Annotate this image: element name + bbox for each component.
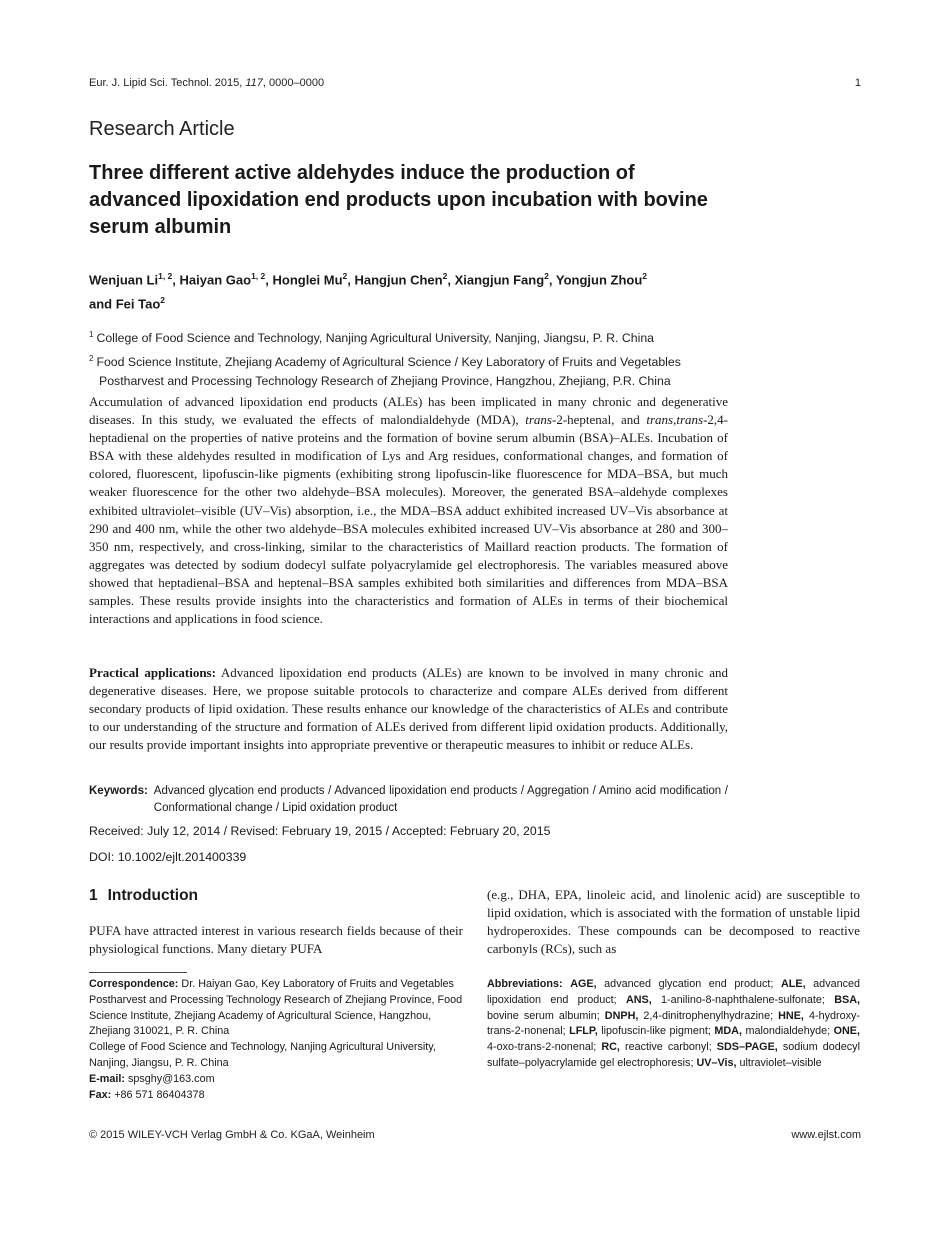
abbr-definition: 2,4-dinitrophenylhydrazine;: [638, 1009, 779, 1022]
journal-website-link[interactable]: www.ejlst.com: [791, 1129, 861, 1141]
abstract: [89, 393, 728, 628]
abbr-definition: bovine serum albumin;: [487, 1009, 605, 1022]
running-head-journal: Eur. J. Lipid Sci. Technol. 2015,: [89, 77, 246, 89]
author-name: Haiyan Gao: [179, 272, 252, 288]
separator: ,: [447, 272, 455, 288]
article-title: Three different active aldehydes induce the production of advanced lipoxidation end products upon incubation with bovine serum albumin: [89, 162, 708, 238]
abstract-italic: trans: [525, 412, 552, 428]
author-list: Wenjuan Li$^{1, 2}$, Haiyan Gao$^{1, 2}$, Honglei Mu$^2$, Hangjun Chen$^2$, Xiangjun Fang$^2$, Yongjun Zhou$^2$ and Fei Tao$^2$: [89, 271, 648, 312]
running-head-volume: 117: [245, 77, 263, 89]
publication-dates: Received: July 12, 2014 / Revised: February 19, 2015 / Accepted: February 20, 2015: [89, 824, 551, 838]
correspondence-text: Dr. Haiyan Gao, Key Laboratory of Fruits and Vegetables Postharvest and Processing Technology Research of Zhejiang Province, Food Science Institute, Zhejiang Academy of Agricultural Science, Hangzhou, Zhejiang 310021, P. R. China: [89, 978, 463, 1038]
affiliation-text: Food Science Institute, Zhejiang Academy of Agricultural Science / Key Laboratory of Fruits and Vegetables Postharvest and Processing Technology Research of Zhejiang Province, Hangzhou, Zhejiang, P.R. China: [96, 354, 681, 389]
author-affiliation: 2: [342, 271, 348, 281]
separator: ,: [347, 272, 355, 288]
running-head: [89, 77, 324, 89]
practical-applications: [89, 664, 728, 754]
affiliation-1: [89, 325, 749, 349]
keywords-text: Advanced glycation end products / Advanced lipoxidation end products / Aggregation / Amino acid modification / Conformational change / Lipid oxidation product: [153, 785, 728, 814]
abbr-definition: sodium dodecyl sulfate–polyacrylamide gel electrophoresis;: [487, 1041, 860, 1069]
email-label: E-mail:: [89, 1072, 125, 1085]
abstract-italic: trans: [646, 412, 674, 428]
abbr-term: SDS–PAGE,: [716, 1041, 778, 1054]
abbr-term: ALE,: [781, 978, 806, 990]
section-number: 1: [89, 887, 98, 904]
author-affiliation: 2: [544, 271, 549, 281]
article-type: Research Article: [89, 118, 235, 140]
affiliation-number: 1: [89, 330, 94, 339]
running-head-pages: , 0000–0000: [262, 77, 325, 89]
affiliation-2: [89, 349, 749, 392]
abbr-term: ONE,: [833, 1025, 860, 1038]
abbreviations-label: Abbreviations:: [487, 978, 563, 990]
copyright-notice: © 2015 WILEY-VCH Verlag GmbH & Co. KGaA, Weinheim: [89, 1129, 375, 1141]
abstract-text: ,: [673, 412, 677, 428]
page-number: 1: [854, 77, 861, 89]
section-title: Introduction: [107, 887, 199, 904]
practical-applications-label: Practical applications:: [89, 665, 216, 680]
abbr-term: ANS,: [625, 993, 652, 1006]
author-affiliation: 2: [160, 295, 166, 306]
author-name: Xiangjun Fang: [454, 272, 545, 288]
correspondence-label: Correspondence:: [89, 978, 179, 990]
separator: ,: [548, 272, 556, 288]
section-heading-introduction: [89, 887, 198, 905]
abstract-text: Accumulation of advanced lipoxidation end products (ALEs) has been implicated in many chronic and degenerative diseases. In this study, we evaluated the effects of malondialdehyde (MDA),: [89, 394, 728, 428]
abstract-text: -2-heptenal, and: [551, 412, 647, 428]
correspondence-footnote: [89, 977, 465, 1103]
author-affiliation: 2: [642, 271, 648, 281]
abbr-definition: lipofuscin-like pigment;: [597, 1025, 715, 1038]
abbr-term: AGE,: [570, 978, 597, 990]
doi[interactable]: DOI: 10.1002/ejlt.201400339: [89, 850, 247, 864]
introduction-text-left: PUFA have attracted interest in various research fields because of their physiological functions. Many dietary PUFA: [89, 923, 463, 956]
abbr-term: UV–Vis,: [696, 1056, 737, 1069]
affiliation-number: 2: [89, 353, 94, 363]
footnote-divider: [89, 972, 187, 973]
abbr-definition: advanced glycation end product;: [596, 978, 781, 990]
abbr-term: MDA,: [714, 1025, 742, 1038]
abbr-term: HNE,: [778, 1009, 804, 1022]
affiliations: [89, 325, 749, 392]
abbr-definition: 1-anilino-8-naphthalene-sulfonate;: [651, 993, 835, 1006]
affiliation-text: College of Food Science and Technology, Nanjing Agricultural University, Nanjing, Jiangsu, P. R. China: [96, 331, 654, 346]
keywords-label: Keywords:: [89, 785, 148, 797]
abbr-term: RC,: [601, 1041, 620, 1054]
keywords: [89, 783, 728, 816]
separator: ,: [265, 272, 273, 288]
author-name: Fei Tao: [115, 296, 161, 312]
abbr-definition: 4-oxo-trans-2-nonenal;: [487, 1041, 602, 1054]
correspondence-text-2: College of Food Science and Technology, Nanjing Agricultural University, Nanjing, Jiangsu, P. R. China: [89, 1041, 436, 1069]
abbr-definition: malondialdehyde;: [741, 1025, 834, 1038]
author-affiliation: 1, 2: [158, 271, 173, 281]
abbreviations-footnote: [487, 977, 860, 1072]
author-affiliation: 1, 2: [251, 271, 266, 281]
abbr-term: LFLP,: [569, 1025, 598, 1038]
author-name: Hangjun Chen: [354, 272, 443, 288]
fax-label: Fax:: [89, 1088, 112, 1101]
abstract-text: -2,4-heptadienal on the properties of native proteins and the formation of bovine serum albumin (BSA)–ALEs. Incubation of BSA with these aldehydes resulted in modification of Lys and Arg residues, conformational changes, and formation of colored, fluorescent, lipofuscin-like pigments (exhibiting strong lipofuscin-like fluorescence for MDA–BSA, but much weaker fluorescence for the other two aldehyde–BSA molecules). Moreover, the generated BSA–aldehyde complexes exhibited ultraviolet–visible (UV–Vis) absorption, i.e., the MDA–BSA adduct exhibited increased UV–Vis absorbance at 290 and 400 nm, while the other two aldehyde–BSA molecules exhibited increased UV–Vis absorbance at 280 and 300–350 nm, respectively, and cross-linking, similar to the characteristics of Maillard reaction products. The formation of aggregates was detected by sodium dodecyl sulfate polyacrylamide gel electrophoresis. The variables measured above showed that heptadienal–BSA and heptenal–BSA samples exhibited both similarities and differences from MDA–BSA samples. These results provide insights into the characteristics and formation of ALEs in terms of their biochemical interactions and applications in food science.: [89, 412, 728, 627]
author-name: Honglei Mu: [272, 272, 343, 288]
abbr-definition: ultraviolet–visible: [736, 1056, 822, 1069]
introduction-text-right: (e.g., DHA, EPA, linoleic acid, and linolenic acid) are susceptible to lipid oxidation, which is associated with the formation of unstable lipid hydroperoxides. These compounds can be decomposed to reactive carbonyls (RCs), such as: [487, 887, 860, 956]
fax-number: +86 571 86404378: [111, 1088, 205, 1101]
email-address[interactable]: spsghy@163.com: [125, 1072, 215, 1085]
abstract-italic: trans: [676, 412, 704, 428]
abbr-definition: advanced lipoxidation end product;: [487, 978, 861, 1006]
abbr-definition: 4-hydroxy-trans-2-nonenal;: [487, 1009, 860, 1038]
abbr-term: DNPH,: [604, 1009, 639, 1022]
abbr-definition: reactive carbonyl;: [619, 1041, 717, 1054]
abbr-term: BSA,: [834, 993, 860, 1006]
separator: ,: [172, 272, 180, 288]
author-name: Yongjun Zhou: [555, 272, 643, 288]
author-name: Wenjuan Li: [89, 272, 159, 288]
author-affiliation: 2: [442, 271, 448, 281]
practical-applications-text: Advanced lipoxidation end products (ALEs) are known to be involved in many chronic and degenerative diseases. Here, we propose suitable protocols to characterize and compare ALEs derived from different secondary products of lipid oxidation. These results enhance our knowledge of the characteristics of ALEs and contribute to our understanding of the structure and formation of ALEs derived from different lipid oxidation products. Additionally, our results provide important insights into appropriate preventive or therapeutic measures to inhibit or reduce ALEs.: [89, 665, 728, 753]
